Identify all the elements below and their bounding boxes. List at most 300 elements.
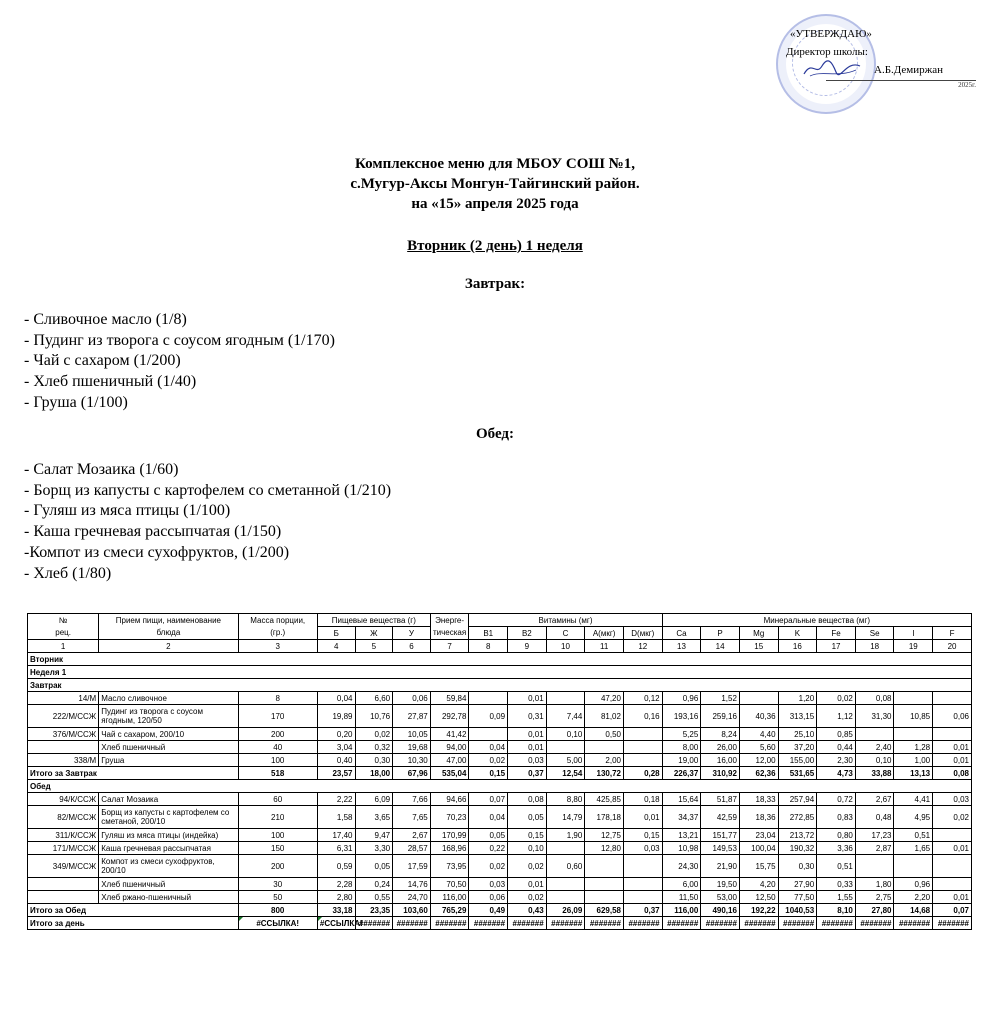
- table-cell: 155,00: [778, 754, 817, 767]
- table-cell: 0,96: [662, 692, 701, 705]
- approval-stamp: [770, 6, 985, 116]
- breakfast-section-row: [28, 679, 972, 692]
- table-cell: 15,64: [662, 793, 701, 806]
- table-cell: 3,36: [817, 842, 856, 855]
- table-cell: 0,33: [817, 878, 856, 891]
- table-cell: F: [933, 627, 972, 640]
- table-cell: [855, 855, 894, 878]
- table-cell: 2,22: [317, 793, 355, 806]
- table-cell: 178,18: [585, 806, 624, 829]
- table-cell: 24,70: [393, 891, 431, 904]
- table-cell: 4,40: [739, 728, 778, 741]
- table-cell: I: [894, 627, 933, 640]
- table-cell: [585, 741, 624, 754]
- total-cell: 4,73: [817, 767, 856, 780]
- table-cell: [469, 728, 508, 741]
- lunch-list: [24, 460, 391, 584]
- table-cell: 8: [238, 692, 317, 705]
- table-cell: 5: [355, 640, 393, 653]
- table-cell: У: [393, 627, 431, 640]
- table-cell: 0,08: [855, 692, 894, 705]
- table-cell: [933, 692, 972, 705]
- table-cell: 6,31: [317, 842, 355, 855]
- total-cell: #######: [817, 917, 856, 930]
- table-cell: 292,78: [430, 705, 469, 728]
- table-cell: 13: [662, 640, 701, 653]
- table-cell: 149,53: [701, 842, 740, 855]
- table-cell: 0,04: [469, 806, 508, 829]
- table-cell: 0,01: [933, 754, 972, 767]
- dish-name: Чай с сахаром, 200/10: [99, 728, 238, 741]
- day-row: [28, 653, 972, 666]
- table-cell: 4,95: [894, 806, 933, 829]
- table-cell: 0,72: [817, 793, 856, 806]
- table-cell: 8: [469, 640, 508, 653]
- table-cell: 2,30: [817, 754, 856, 767]
- table-cell: 1,00: [894, 754, 933, 767]
- table-cell: 12: [623, 640, 662, 653]
- table-cell: 0,80: [817, 829, 856, 842]
- table-cell: 50: [238, 891, 317, 904]
- table-cell: 31,30: [855, 705, 894, 728]
- table-cell: 0,15: [623, 829, 662, 842]
- table-cell: 0,01: [623, 806, 662, 829]
- table-cell: 12,00: [739, 754, 778, 767]
- table-cell: K: [778, 627, 817, 640]
- total-cell: 27,80: [855, 904, 894, 917]
- total-cell: #######: [739, 917, 778, 930]
- table-cell: 0,16: [623, 705, 662, 728]
- table-cell: 17: [817, 640, 856, 653]
- table-cell: [933, 855, 972, 878]
- table-cell: 150: [238, 842, 317, 855]
- table-cell: 0,12: [623, 692, 662, 705]
- table-cell: 10,30: [393, 754, 431, 767]
- list-item: - Каша гречневая рассыпчатая (1/150): [24, 523, 282, 541]
- table-cell: 21,90: [701, 855, 740, 878]
- table-cell: [28, 878, 99, 891]
- table-cell: 40,36: [739, 705, 778, 728]
- total-cell: 800: [238, 904, 317, 917]
- table-cell: [623, 741, 662, 754]
- table-cell: [933, 829, 972, 842]
- total-label: Итого за день: [28, 917, 239, 930]
- table-cell: [546, 692, 585, 705]
- table-cell: 17,40: [317, 829, 355, 842]
- table-cell: 59,84: [430, 692, 469, 705]
- table-cell: 47,00: [430, 754, 469, 767]
- table-cell: 13,21: [662, 829, 701, 842]
- section-label: Вторник: [28, 653, 972, 666]
- dish-name: Каша гречневая рассыпчатая: [99, 842, 238, 855]
- table-cell: 0,22: [469, 842, 508, 855]
- table-cell: 24,30: [662, 855, 701, 878]
- table-cell: 349/М/ССЖ: [28, 855, 99, 878]
- table-cell: 94,00: [430, 741, 469, 754]
- table-cell: 0,44: [817, 741, 856, 754]
- total-label: Итого за Обед: [28, 904, 239, 917]
- table-cell: 0,02: [355, 728, 393, 741]
- table-cell: Ж: [355, 627, 393, 640]
- table-cell: 2: [99, 640, 238, 653]
- table-cell: 200: [238, 728, 317, 741]
- total-cell: 26,09: [546, 904, 585, 917]
- table-cell: 9: [508, 640, 547, 653]
- table-cell: 1: [28, 640, 99, 653]
- menu-title: Комплексное меню для МБОУ СОШ №1,: [355, 156, 635, 172]
- table-cell: 14,76: [393, 878, 431, 891]
- table-cell: 7: [430, 640, 469, 653]
- table-cell: [469, 692, 508, 705]
- total-cell: 116,00: [662, 904, 701, 917]
- table-cell: [894, 692, 933, 705]
- table-cell: [546, 741, 585, 754]
- table-cell: 23,04: [739, 829, 778, 842]
- table-cell: [933, 728, 972, 741]
- dish-name: Компот из смеси сухофруктов, 200/10: [99, 855, 238, 878]
- table-cell: [585, 878, 624, 891]
- table-cell: 190,32: [778, 842, 817, 855]
- total-cell: 12,54: [546, 767, 585, 780]
- table-cell: 0,01: [508, 741, 547, 754]
- table-cell: 8,80: [546, 793, 585, 806]
- table-cell: 2,80: [317, 891, 355, 904]
- table-cell: 0,01: [508, 728, 547, 741]
- lunch-total-row: [28, 904, 972, 917]
- table-cell: 171/М/ССЖ: [28, 842, 99, 855]
- table-cell: 18: [855, 640, 894, 653]
- table-cell: B1: [469, 627, 508, 640]
- col-header-energy: Энерге-: [430, 614, 469, 627]
- table-row: [28, 855, 972, 878]
- table-cell: 116,00: [430, 891, 469, 904]
- table-cell: (гр.): [238, 627, 317, 640]
- table-cell: 8,00: [662, 741, 701, 754]
- table-cell: 0,06: [393, 692, 431, 705]
- breakfast-total-row: [28, 767, 972, 780]
- total-cell: #ССЫЛКА!: [238, 917, 317, 930]
- total-cell: #######: [662, 917, 701, 930]
- table-cell: 0,48: [855, 806, 894, 829]
- stamp-approve-label: «УТВЕРЖДАЮ»: [790, 28, 872, 40]
- table-row: [28, 891, 972, 904]
- total-cell: 0,37: [623, 904, 662, 917]
- table-cell: B2: [508, 627, 547, 640]
- total-cell: 0,07: [933, 904, 972, 917]
- lunch-section-row: [28, 780, 972, 793]
- total-cell: #######: [469, 917, 508, 930]
- table-cell: 151,77: [701, 829, 740, 842]
- table-cell: 16,00: [701, 754, 740, 767]
- table-cell: [546, 891, 585, 904]
- table-cell: тическая: [430, 627, 469, 640]
- table-cell: 11: [585, 640, 624, 653]
- stamp-director-label: Директор школы:: [786, 46, 868, 58]
- table-cell: P: [701, 627, 740, 640]
- table-cell: 0,03: [508, 754, 547, 767]
- total-cell: 0,08: [933, 767, 972, 780]
- table-cell: 19,68: [393, 741, 431, 754]
- day-total-row: [28, 917, 972, 930]
- table-cell: 15: [739, 640, 778, 653]
- table-cell: 425,85: [585, 793, 624, 806]
- table-cell: 0,30: [778, 855, 817, 878]
- table-cell: 100: [238, 754, 317, 767]
- table-cell: [546, 842, 585, 855]
- table-cell: [546, 878, 585, 891]
- list-item: - Салат Мозаика (1/60): [24, 461, 179, 478]
- total-cell: 629,58: [585, 904, 624, 917]
- table-cell: [28, 741, 99, 754]
- menu-location: с.Мугур-Аксы Монгун-Тайгинский район.: [350, 176, 640, 192]
- table-cell: 37,20: [778, 741, 817, 754]
- table-cell: 11,50: [662, 891, 701, 904]
- table-cell: 82/М/ССЖ: [28, 806, 99, 829]
- table-cell: 0,24: [355, 878, 393, 891]
- table-cell: 0,10: [508, 842, 547, 855]
- table-cell: 170,99: [430, 829, 469, 842]
- table-cell: 47,20: [585, 692, 624, 705]
- table-row: [28, 793, 972, 806]
- table-cell: 0,55: [355, 891, 393, 904]
- table-cell: 15,75: [739, 855, 778, 878]
- table-cell: 5,00: [546, 754, 585, 767]
- list-item: - Груша (1/100): [24, 393, 128, 411]
- table-cell: 70,50: [430, 878, 469, 891]
- total-cell: #######: [933, 917, 972, 930]
- table-cell: 6,00: [662, 878, 701, 891]
- total-cell: 130,72: [585, 767, 624, 780]
- table-cell: 0,20: [317, 728, 355, 741]
- table-cell: 2,87: [855, 842, 894, 855]
- table-cell: 2,28: [317, 878, 355, 891]
- table-cell: [739, 692, 778, 705]
- table-cell: 0,31: [508, 705, 547, 728]
- table-cell: 0,51: [894, 829, 933, 842]
- table-row: [28, 806, 972, 829]
- table-cell: 5,25: [662, 728, 701, 741]
- table-cell: Se: [855, 627, 894, 640]
- table-cell: 3,30: [355, 842, 393, 855]
- table-cell: 0,30: [355, 754, 393, 767]
- table-cell: 12,75: [585, 829, 624, 842]
- table-cell: 0,96: [894, 878, 933, 891]
- table-cell: 0,02: [508, 891, 547, 904]
- table-cell: 222/М/ССЖ: [28, 705, 99, 728]
- table-cell: 4,20: [739, 878, 778, 891]
- table-cell: 19,00: [662, 754, 701, 767]
- table-cell: 12,50: [739, 891, 778, 904]
- table-cell: 6: [393, 640, 431, 653]
- dish-name: Груша: [99, 754, 238, 767]
- table-cell: Б: [317, 627, 355, 640]
- total-cell: 8,10: [817, 904, 856, 917]
- table-cell: 51,87: [701, 793, 740, 806]
- table-cell: 311/К/ССЖ: [28, 829, 99, 842]
- table-cell: 100,04: [739, 842, 778, 855]
- week-row: [28, 666, 972, 679]
- table-cell: 14,79: [546, 806, 585, 829]
- total-cell: 310,92: [701, 767, 740, 780]
- table-cell: 0,50: [585, 728, 624, 741]
- table-cell: 27,87: [393, 705, 431, 728]
- table-cell: 3,04: [317, 741, 355, 754]
- table-cell: 0,85: [817, 728, 856, 741]
- section-label: Неделя 1: [28, 666, 972, 679]
- total-cell: 13,13: [894, 767, 933, 780]
- table-cell: 1,80: [855, 878, 894, 891]
- table-cell: 1,55: [817, 891, 856, 904]
- total-cell: #######: [623, 917, 662, 930]
- table-cell: 10,05: [393, 728, 431, 741]
- table-cell: 0,02: [469, 754, 508, 767]
- table-cell: 2,00: [585, 754, 624, 767]
- table-cell: 12,80: [585, 842, 624, 855]
- col-header-mass: Масса порции,: [238, 614, 317, 627]
- total-cell: 23,57: [317, 767, 355, 780]
- table-cell: D(мкг): [623, 627, 662, 640]
- total-cell: #######: [585, 917, 624, 930]
- table-cell: 193,16: [662, 705, 701, 728]
- total-cell: 192,22: [739, 904, 778, 917]
- table-cell: 257,94: [778, 793, 817, 806]
- total-cell: #######: [894, 917, 933, 930]
- dish-name: Хлеб ржано-пшеничный: [99, 891, 238, 904]
- table-cell: 0,01: [933, 741, 972, 754]
- table-cell: [623, 878, 662, 891]
- table-cell: [585, 855, 624, 878]
- stamp-date: 2025г.: [826, 80, 976, 90]
- table-cell: [623, 855, 662, 878]
- table-cell: 17,23: [855, 829, 894, 842]
- total-cell: #ССЫЛКА!: [317, 917, 355, 930]
- table-cell: 376/М/ССЖ: [28, 728, 99, 741]
- total-cell: #######: [393, 917, 431, 930]
- table-cell: 1,20: [778, 692, 817, 705]
- table-row: [28, 878, 972, 891]
- dish-name: Масло сливочное: [99, 692, 238, 705]
- section-label: Обед: [28, 780, 972, 793]
- dish-name: Пудинг из творога с соусом ягодным, 120/50: [99, 705, 238, 728]
- list-item: - Хлеб (1/80): [24, 564, 112, 582]
- table-row: [28, 692, 972, 705]
- total-cell: #######: [701, 917, 740, 930]
- signature: [802, 56, 862, 80]
- table-cell: [28, 891, 99, 904]
- table-cell: 17,59: [393, 855, 431, 878]
- total-cell: 490,16: [701, 904, 740, 917]
- table-cell: 3: [238, 640, 317, 653]
- table-cell: A(мкг): [585, 627, 624, 640]
- table-cell: 1,90: [546, 829, 585, 842]
- table-cell: 0,02: [933, 806, 972, 829]
- list-item: -Компот из смеси сухофруктов, (1/200): [24, 543, 290, 561]
- total-cell: 1040,53: [778, 904, 817, 917]
- table-cell: 0,03: [933, 793, 972, 806]
- table-cell: 0,04: [469, 741, 508, 754]
- total-cell: 18,00: [355, 767, 393, 780]
- list-item: - Гуляш из мяса птицы (1/100): [24, 502, 231, 520]
- table-cell: 3,65: [355, 806, 393, 829]
- table-cell: C: [546, 627, 585, 640]
- table-cell: Mg: [739, 627, 778, 640]
- table-cell: [855, 728, 894, 741]
- table-cell: 313,15: [778, 705, 817, 728]
- nutrition-table: [27, 613, 972, 930]
- table-cell: 70,23: [430, 806, 469, 829]
- table-cell: 0,15: [508, 829, 547, 842]
- table-cell: 10: [546, 640, 585, 653]
- table-cell: [933, 878, 972, 891]
- table-cell: 2,67: [855, 793, 894, 806]
- total-cell: 33,18: [317, 904, 355, 917]
- total-cell: 765,29: [430, 904, 469, 917]
- table-cell: 0,02: [817, 692, 856, 705]
- table-cell: 16: [778, 640, 817, 653]
- table-cell: 18,36: [739, 806, 778, 829]
- table-cell: 1,28: [894, 741, 933, 754]
- table-cell: 0,40: [317, 754, 355, 767]
- total-cell: 23,35: [355, 904, 393, 917]
- table-cell: 7,44: [546, 705, 585, 728]
- table-cell: 272,85: [778, 806, 817, 829]
- table-cell: 1,65: [894, 842, 933, 855]
- table-cell: 18,33: [739, 793, 778, 806]
- table-cell: [585, 891, 624, 904]
- table-cell: 14/М: [28, 692, 99, 705]
- table-cell: 27,90: [778, 878, 817, 891]
- table-cell: 0,08: [508, 793, 547, 806]
- total-cell: 0,43: [508, 904, 547, 917]
- total-cell: 0,15: [469, 767, 508, 780]
- table-cell: 0,32: [355, 741, 393, 754]
- col-header-vitamins: Витамины (мг): [469, 614, 662, 627]
- table-cell: 2,40: [855, 741, 894, 754]
- table-cell: 34,37: [662, 806, 701, 829]
- col-header-nutrients: Пищевые вещества (г): [317, 614, 430, 627]
- dish-name: Гуляш из мяса птицы (индейка): [99, 829, 238, 842]
- menu-day: Вторник (2 день) 1 неделя: [407, 238, 583, 254]
- list-item: - Чай с сахаром (1/200): [24, 352, 181, 370]
- table-cell: [894, 728, 933, 741]
- table-cell: Fe: [817, 627, 856, 640]
- table-cell: блюда: [99, 627, 238, 640]
- table-index-row: [28, 640, 972, 653]
- table-cell: 94,66: [430, 793, 469, 806]
- table-cell: 338/М: [28, 754, 99, 767]
- table-cell: 60: [238, 793, 317, 806]
- table-cell: 26,00: [701, 741, 740, 754]
- section-label: Завтрак: [28, 679, 972, 692]
- table-cell: 0,06: [933, 705, 972, 728]
- table-cell: 0,05: [508, 806, 547, 829]
- table-header-row: [28, 627, 972, 640]
- list-item: - Хлеб пшеничный (1/40): [24, 373, 197, 391]
- table-cell: 20: [933, 640, 972, 653]
- table-cell: [623, 891, 662, 904]
- list-item: - Пудинг из творога с соусом ягодным (1/170): [24, 331, 335, 349]
- table-cell: 42,59: [701, 806, 740, 829]
- table-cell: 81,02: [585, 705, 624, 728]
- breakfast-list: [24, 310, 335, 414]
- table-cell: 10,76: [355, 705, 393, 728]
- total-label: Итого за Завтрак: [28, 767, 239, 780]
- table-cell: 0,01: [933, 891, 972, 904]
- total-cell: #######: [508, 917, 547, 930]
- table-cell: 94/К/ССЖ: [28, 793, 99, 806]
- table-cell: 0,09: [469, 705, 508, 728]
- table-cell: 8,24: [701, 728, 740, 741]
